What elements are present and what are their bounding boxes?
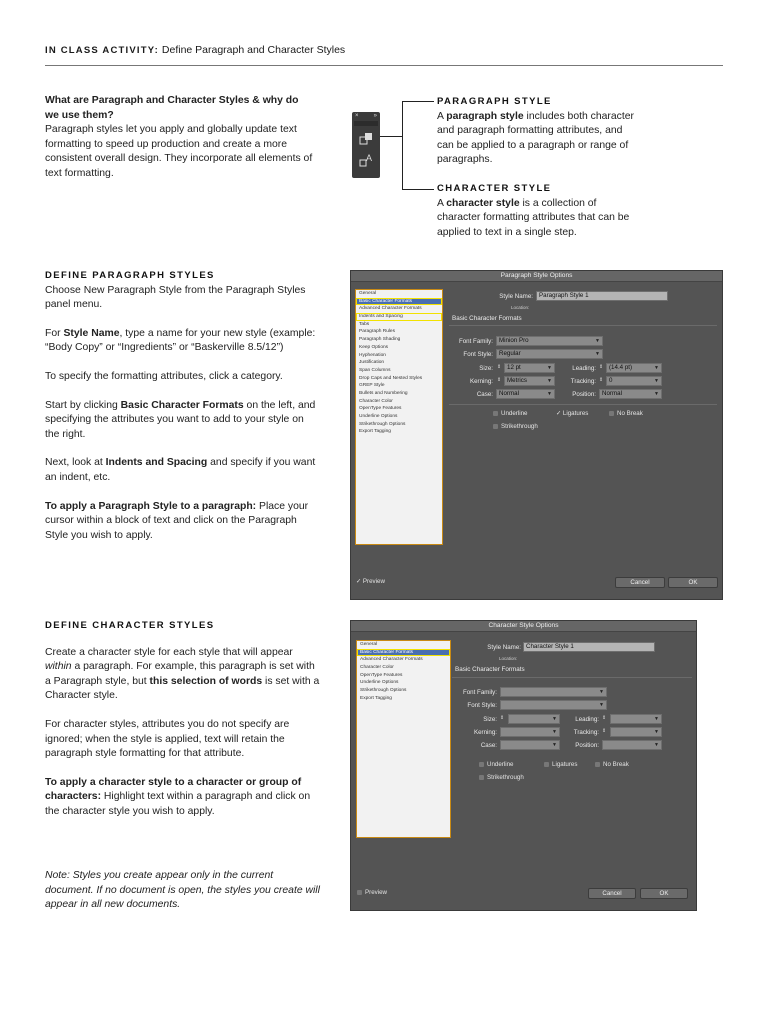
kerning-label: Kerning:: [473, 729, 497, 736]
category-item[interactable]: Character Color: [359, 398, 393, 404]
chevron-down-icon: ▼: [552, 716, 557, 722]
category-item[interactable]: General: [360, 642, 378, 647]
category-item[interactable]: Paragraph Rules: [359, 329, 395, 335]
paragraph-style-callout: PARAGRAPH STYLE A paragraph style includes both character and paragraph formatting attributes, and can be applied to a paragraph or range of paragraphs.: [437, 95, 637, 168]
size-label: Size:: [483, 716, 497, 723]
case-label: Case:: [480, 742, 497, 749]
intro-question: What are Paragraph and Character Styles & why do we use them?: [45, 95, 299, 121]
connector-line: [402, 101, 434, 102]
font-style-select[interactable]: Regular ▼: [496, 349, 603, 359]
category-item[interactable]: Advanced Character Formats: [359, 306, 422, 312]
section-title: Basic Character Formats: [452, 315, 522, 322]
tracking-input[interactable]: 0 ▼: [606, 376, 662, 386]
chevron-down-icon: ▼: [547, 391, 552, 397]
position-label: Position:: [575, 742, 599, 749]
case-select[interactable]: [500, 740, 560, 750]
style-name-label: Style Name:: [499, 293, 533, 300]
chevron-down-icon: ▼: [552, 742, 557, 748]
category-item[interactable]: Export Tagging: [360, 695, 392, 701]
category-item[interactable]: General: [359, 291, 377, 296]
callout-title: PARAGRAPH STYLE: [437, 96, 552, 107]
ligatures-checkbox[interactable]: Ligatures: [544, 761, 577, 768]
define-paragraph-section: DEFINE PARAGRAPH STYLES Choose New Paragraph Style from the Paragraph Styles panel menu. For Style Name, type a name for your new style (example: “Body Copy” or “Ingredients” or “Baskerville 8.5/12”) To specify the formatting attributes, click a category. Start by clicking Basic Character Formats on the left, and specifying the attributes you want to add to your style on the right. Next, look at Indents and Spacing and specify if you want an indent, etc. To apply a Paragraph Style to a paragraph: Place your cursor within a block of text and click on the Paragraph Style you wish to apply.: [45, 269, 320, 557]
close-icon[interactable]: ×: [355, 113, 359, 119]
check-icon: ✓: [356, 578, 362, 585]
chevron-down-icon: ▼: [595, 338, 600, 344]
chevron-down-icon: ▼: [654, 365, 659, 371]
divider: [452, 677, 692, 678]
category-item[interactable]: Justification: [359, 360, 385, 366]
chevron-down-icon: ▼: [654, 716, 659, 722]
location-label: Location:: [499, 656, 518, 661]
style-name-label: Style Name:: [487, 644, 521, 651]
category-item-indents-and-spacing[interactable]: Indents and Spacing: [356, 313, 442, 321]
preview-checkbox[interactable]: Preview: [357, 889, 387, 896]
page-header: [45, 44, 345, 56]
category-item[interactable]: Drop Caps and Nested Styles: [359, 375, 423, 381]
font-family-label: Font Family:: [462, 689, 497, 696]
category-item[interactable]: Strikethrough Options: [359, 421, 406, 427]
font-family-select[interactable]: [500, 687, 607, 697]
category-item[interactable]: OpenType Features: [360, 672, 403, 678]
chevron-down-icon: ▼: [552, 729, 557, 735]
panel-title-bar: [354, 121, 378, 126]
header-divider: [45, 65, 723, 66]
section-title: Basic Character Formats: [455, 666, 525, 673]
category-list[interactable]: [356, 640, 451, 838]
kerning-select[interactable]: Metrics ▼: [504, 376, 555, 386]
no-break-checkbox[interactable]: No Break: [609, 410, 643, 417]
category-item[interactable]: Export Tagging: [359, 429, 391, 435]
underline-checkbox[interactable]: Underline: [479, 761, 513, 768]
kerning-label: Kerning:: [469, 378, 493, 385]
intro-text: Paragraph styles let you apply and globally update text formatting to speed up production and create a more consistent overall design. They incorporate all elements of text formatting.: [45, 124, 313, 179]
category-item[interactable]: Bullets and Numbering: [359, 390, 408, 396]
divider: [449, 325, 717, 326]
check-icon: ✓: [556, 410, 562, 417]
connector-line: [402, 101, 403, 189]
style-name-input[interactable]: Paragraph Style 1: [536, 291, 668, 301]
category-item[interactable]: Advanced Character Formats: [360, 657, 423, 663]
category-item[interactable]: GREP Style: [359, 383, 385, 389]
paragraph-style-options-dialog: [350, 270, 723, 600]
stepper-icon[interactable]: ⇕: [497, 377, 502, 383]
note-text: Note: Styles you create appear only in the current document. If no document is open, the styles you create will appear in all new documents.: [45, 870, 320, 911]
character-style-options-dialog: [350, 620, 697, 911]
intro-section: [45, 94, 315, 182]
stepper-icon[interactable]: ⇕: [500, 715, 505, 721]
tracking-label: Tracking:: [570, 378, 596, 385]
font-style-label: Font Style:: [467, 702, 497, 709]
stepper-icon[interactable]: ⇕: [599, 364, 604, 370]
callout-title: CHARACTER STYLE: [437, 183, 552, 194]
stepper-icon[interactable]: ⇕: [599, 377, 604, 383]
category-item[interactable]: Underline Options: [360, 680, 399, 686]
strikethrough-checkbox[interactable]: Strikethrough: [479, 774, 524, 781]
size-input[interactable]: [508, 714, 560, 724]
underline-checkbox[interactable]: Underline: [493, 410, 527, 417]
chevron-down-icon: ▼: [547, 378, 552, 384]
size-input[interactable]: 12 pt ▼: [504, 363, 555, 373]
character-style-icon[interactable]: [357, 152, 375, 170]
category-item[interactable]: Underline Options: [359, 414, 398, 419]
category-item[interactable]: Span Columns: [359, 367, 391, 373]
font-style-label: Font Style:: [463, 351, 493, 358]
category-list[interactable]: [355, 289, 443, 545]
styles-mini-panel: [352, 112, 380, 178]
leading-label: Leading:: [572, 365, 596, 372]
category-item-basic-character-formats[interactable]: Basic Character Formats: [356, 298, 442, 306]
stepper-icon[interactable]: ⇕: [602, 715, 607, 721]
connector-line: [380, 136, 402, 137]
leading-input[interactable]: (14.4 pt) ▼: [606, 363, 662, 373]
ok-button[interactable]: OK: [640, 888, 688, 899]
category-item-basic-character-formats[interactable]: Basic Character Formats: [357, 649, 450, 657]
expand-icon[interactable]: »: [373, 113, 377, 119]
chevron-down-icon: ▼: [654, 742, 659, 748]
style-name-input[interactable]: Character Style 1: [523, 642, 655, 652]
chevron-down-icon: ▼: [595, 351, 600, 357]
tracking-input[interactable]: [610, 727, 662, 737]
section-heading: DEFINE CHARACTER STYLES: [45, 620, 215, 631]
chevron-down-icon: ▼: [599, 689, 604, 695]
category-item[interactable]: Strikethrough Options: [360, 688, 407, 694]
define-character-section: DEFINE CHARACTER STYLES Create a character style for each style that will appear within a paragraph. For example, this paragraph is set with a Paragraph style, but this selection of words is set with a Character style. For character styles, attributes you do not specify are ignored; when the style is applied, text will retain the paragraph style formatting for that attribute. To apply a character style to a character or group of characters: Highlight text within a paragraph and click on the character style you wish to apply.: [45, 620, 320, 817]
leading-input[interactable]: [610, 714, 662, 724]
category-item[interactable]: Hyphenation: [359, 352, 386, 358]
font-style-select[interactable]: [500, 700, 607, 710]
header-label: IN CLASS ACTIVITY:: [45, 45, 159, 56]
leading-label: Leading:: [575, 716, 599, 723]
category-item[interactable]: Character Color: [360, 665, 394, 671]
ok-button[interactable]: OK: [668, 577, 718, 588]
category-item[interactable]: Keep Options: [359, 344, 389, 350]
character-style-callout: CHARACTER STYLE A character style is a collection of character formatting attributes that can be applied to text in a single step.: [437, 182, 637, 240]
connector-line: [402, 189, 434, 190]
section-heading: DEFINE PARAGRAPH STYLES: [45, 270, 215, 281]
size-label: Size:: [479, 365, 493, 372]
position-select[interactable]: [602, 740, 662, 750]
divider: [449, 404, 717, 405]
stepper-icon[interactable]: ⇕: [497, 364, 502, 370]
chevron-down-icon: ▼: [547, 365, 552, 371]
chevron-down-icon: ▼: [654, 391, 659, 397]
font-family-label: Font Family:: [458, 338, 493, 345]
ligatures-checkbox[interactable]: ✓ Ligatures: [556, 410, 589, 417]
font-family-select[interactable]: Minion Pro ▼: [496, 336, 603, 346]
chevron-down-icon: ▼: [599, 702, 604, 708]
category-item[interactable]: Paragraph Shading: [359, 337, 401, 343]
category-item[interactable]: OpenType Features: [359, 406, 402, 412]
dialog-title: Character Style Options: [351, 621, 696, 632]
header-title: Define Paragraph and Character Styles: [161, 44, 346, 56]
no-break-checkbox[interactable]: No Break: [595, 761, 629, 768]
strikethrough-checkbox[interactable]: Strikethrough: [493, 423, 538, 430]
stepper-icon[interactable]: ⇕: [602, 728, 607, 734]
location-label: Location:: [511, 305, 530, 310]
cancel-button[interactable]: Cancel: [588, 888, 636, 899]
paragraph-style-icon[interactable]: [357, 130, 375, 148]
category-item[interactable]: Tabs: [359, 321, 370, 327]
tracking-label: Tracking:: [573, 729, 599, 736]
preview-checkbox[interactable]: ✓ Preview: [356, 578, 385, 585]
case-label: Case:: [476, 391, 493, 398]
dialog-title: Paragraph Style Options: [351, 271, 722, 282]
case-select[interactable]: Normal ▼: [496, 389, 555, 399]
chevron-down-icon: ▼: [654, 729, 659, 735]
kerning-select[interactable]: [500, 727, 560, 737]
svg-text:A: A: [366, 153, 373, 163]
position-select[interactable]: Normal ▼: [599, 389, 662, 399]
chevron-down-icon: ▼: [654, 378, 659, 384]
cancel-button[interactable]: Cancel: [615, 577, 665, 588]
position-label: Position:: [572, 391, 596, 398]
